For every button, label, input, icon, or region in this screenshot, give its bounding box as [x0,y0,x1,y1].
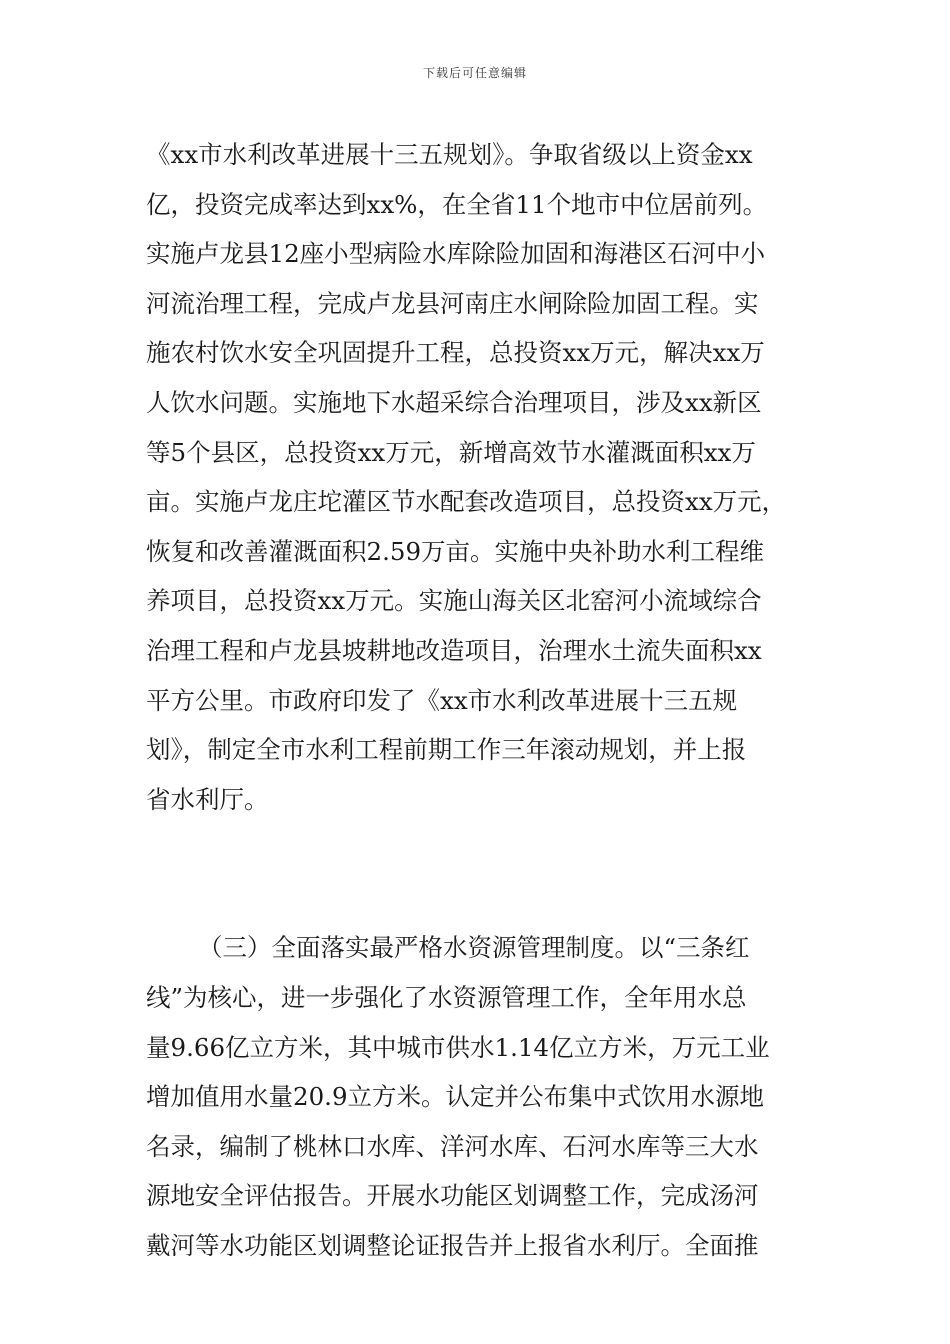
text-line: 名录，编制了桃林口水库、洋河水库、石河水库等三大水 [146,1131,759,1161]
document-body [146,130,826,1270]
text-line: 恢复和改善灌溉面积2.59万亩。实施中央补助水利工程维 [146,536,765,566]
text-line: 亩。实施卢龙庄坨灌区节水配套改造项目，总投资xx万元， [146,487,787,517]
paragraph-spacing [146,824,826,923]
text-line: 划》，制定全市水利工程前期工作三年滚动规划，并上报 [146,735,747,765]
text-line: 戴河等水功能区划调整论证报告并上报省水利厅。全面推 [146,1230,759,1260]
text-line: 源地安全评估报告。开展水功能区划调整工作，完成汤河 [146,1181,759,1211]
text-line: 线”为核心，进一步强化了水资源管理工作，全年用水总 [146,982,747,1012]
paragraph-2 [146,923,826,1270]
text-line: 量9.66亿立方米，其中城市供水1.14亿立方米，万元工业 [146,1032,770,1062]
text-line: 人饮水问题。实施地下水超采综合治理项目，涉及xx新区 [146,387,762,417]
page-header: 下载后可任意编辑 [422,66,527,80]
paragraph-1 [146,130,826,824]
text-line: 养项目，总投资xx万元。实施山海关区北窑河小流域综合 [146,586,762,616]
text-line: 实施卢龙县12座小型病险水库除险加固和海港区石河中小 [146,239,766,269]
text-line: 等5个县区，总投资xx万元，新增高效节水灌溉面积xx万 [146,437,756,467]
text-line: 增加值用水量20.9立方米。认定并公布集中式饮用水源地 [146,1082,765,1112]
text-line: 施农村饮水安全巩固提升工程，总投资xx万元，解决xx万 [146,338,765,368]
text-line: 河流治理工程，完成卢龙县河南庄水闸除险加固工程。实 [146,288,759,318]
text-line: （三）全面落实最严格水资源管理制度。以“三条红 [198,933,750,963]
text-line: 治理工程和卢龙县坡耕地改造项目，治理水土流失面积xx [146,635,762,665]
text-line: 《xx市水利改革进展十三五规划》。争取省级以上资金xx [146,140,753,169]
text-line: 省水利厅。 [146,784,269,814]
text-line: 亿，投资完成率达到xx%，在全省11个地市中位居前列。 [146,189,768,219]
text-line: 平方公里。市政府印发了《xx市水利改革进展十三五规 [146,685,738,715]
